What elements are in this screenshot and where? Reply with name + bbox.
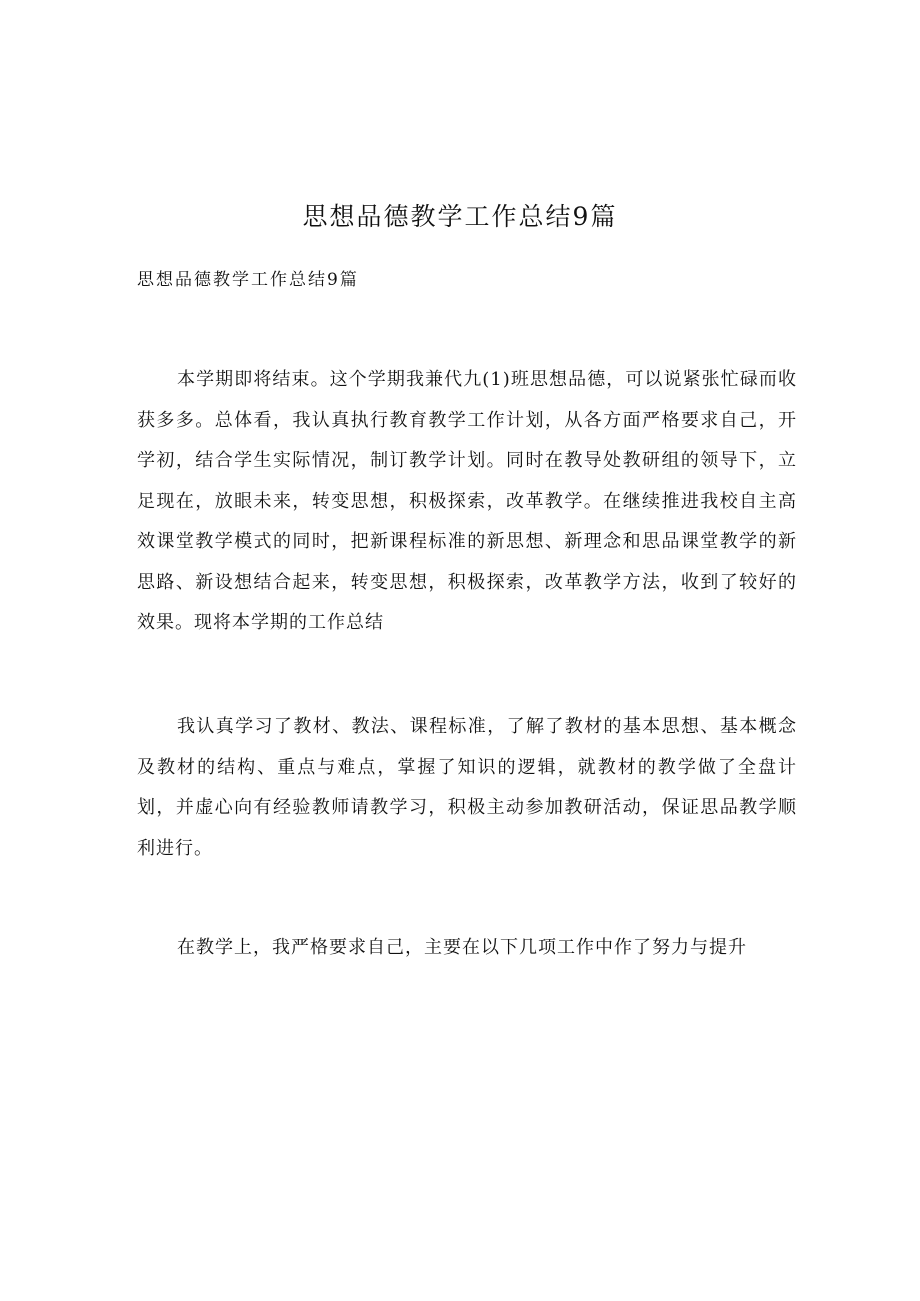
paragraph: 本学期即将结束。这个学期我兼代九(1)班思想品德，可以说紧张忙碌而收获多多。总体看，我认真执行教育教学工作计划，从各方面严格要求自己，开学初，结合学生实际情况，制订教学计划。同时在教导处教研组的领导下，立足现在，放眼未来，转变思想，积极探索，改革教学。在继续推进我校自主高效课堂教学模式的同时，把新课程标准的新思想、新理念和思品课堂教学的新思路、新设想结合起来，转变思想，积极探索，改革教学方法，收到了较好的效果。现将本学期的工作总结 <box>137 369 797 633</box>
document-title: 思想品德教学工作总结9篇 <box>302 202 618 231</box>
paragraph: 在教学上，我严格要求自己，主要在以下几项工作中作了努力与提升 <box>177 937 747 958</box>
paragraph: 我认真学习了教材、教法、课程标准，了解了教材的基本思想、基本概念及教材的结构、重点与难点，掌握了知识的逻辑，就教材的教学做了全盘计划，并虚心向有经验教师请教学习，积极主动参加教研活动，保证思品教学顺利进行。 <box>137 716 797 859</box>
document-subtitle: 思想品德教学工作总结9篇 <box>137 270 359 290</box>
